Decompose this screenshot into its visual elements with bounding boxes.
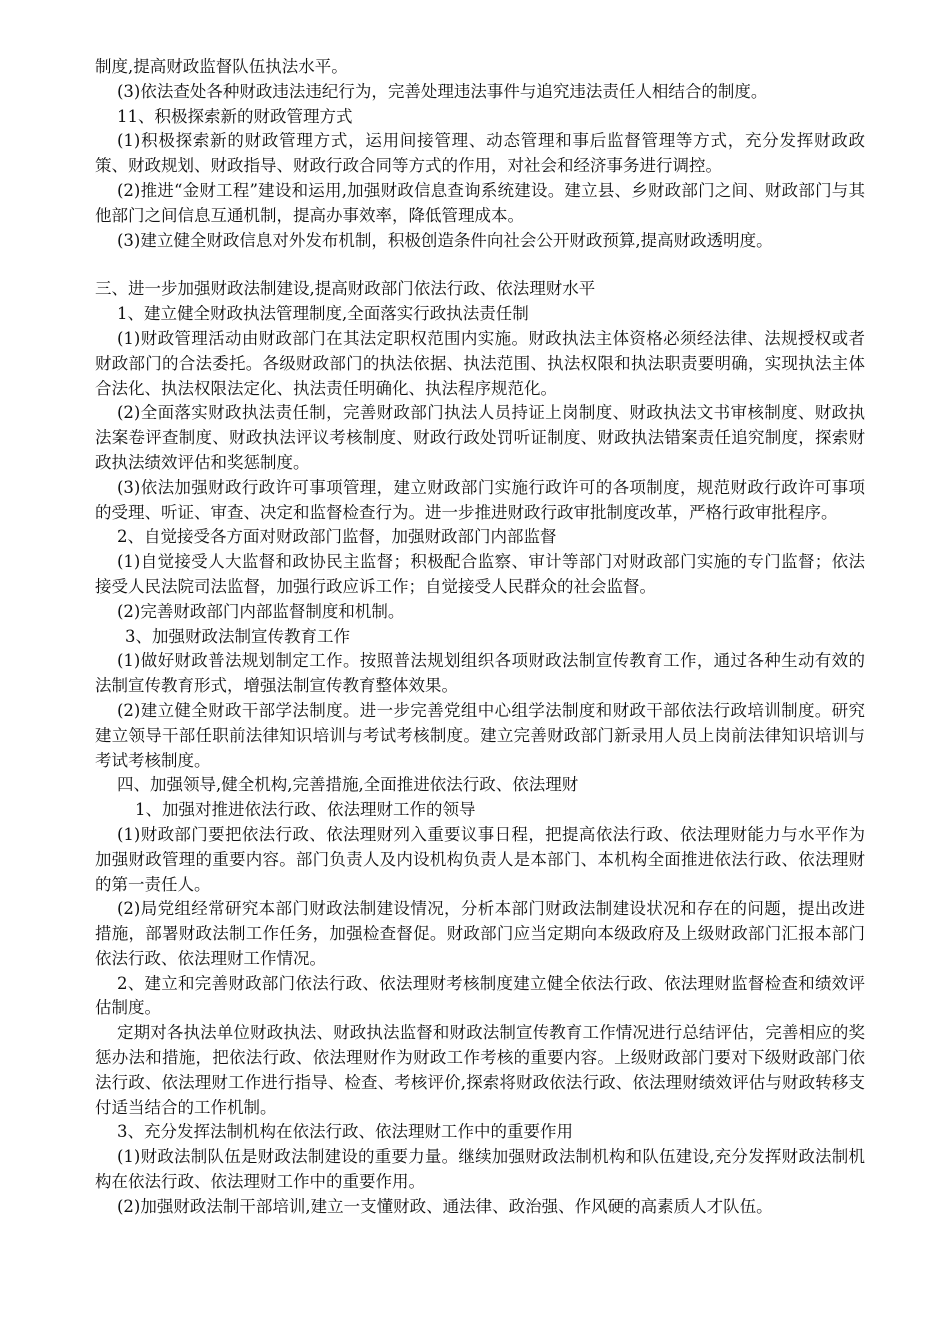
paragraph: (2)局党组经常研究本部门财政法制建设情况，分析本部门财政法制建设状况和存在的问题，提出改进措施，部署财政法制工作任务，加强检查督促。财政部门应当定期向本级政府及上级财政部门汇报本部门依法行政、依法理财工作情况。: [95, 899, 865, 968]
paragraph: (2)推进“金财工程”建设和运用,加强财政信息查询系统建设。建立县、乡财政部门之间、财政部门与其他部门之间信息互通机制，提高办事效率，降低管理成本。: [95, 180, 865, 225]
paragraph: (1)做好财政普法规划制定工作。按照普法规划组织各项财政法制宣传教育工作，通过各种生动有效的法制宣传教育形式，增强法制宣传教育整体效果。: [95, 651, 865, 696]
paragraph: (3)依法查处各种财政违法违纪行为，完善处理违法事件与追究违法责任人相结合的制度。: [117, 81, 768, 101]
paragraph: 制度,提高财政监督队伍执法水平。: [95, 57, 348, 76]
paragraph: (1)自觉接受人大监督和政协民主监督；积极配合监察、审计等部门对财政部门实施的专门监督；依法接受人民法院司法监督，加强行政应诉工作；自觉接受人民群众的社会监督。: [95, 552, 865, 596]
section-heading: 1、加强对推进依法行政、依法理财工作的领导: [135, 800, 476, 820]
paragraph: 定期对各执法单位财政执法、财政执法监督和财政法制宣传教育工作情况进行总结评估，完善相应的奖惩办法和措施，把依法行政、依法理财作为财政工作考核的重要内容。上级财政部门要对下级财政部门依法行政、依法理财工作进行指导、检查、考核评价,探索将财政依法行政、依法理财绩效评估与财政转移支付适当结合的工作机制。: [95, 1023, 865, 1117]
paragraph: (2)全面落实财政执法责任制，完善财政部门执法人员持证上岗制度、财政执法文书审核制度、财政执法案卷评查制度、财政执法评议考核制度、财政行政处罚听证制度、财政执法错案责任追究制度，探索财政执法绩效评估和奖惩制度。: [95, 403, 865, 472]
paragraph: (1)财政管理活动由财政部门在其法定职权范围内实施。财政执法主体资格必须经法律、法规授权或者财政部门的合法委托。各级财政部门的执法依据、执法范围、执法权限和执法职责要明确，实现执法主体合法化、执法权限法定化、执法责任明确化、执法程序规范化。: [95, 328, 865, 398]
section-heading: 3、加强财政法制宣传教育工作: [125, 626, 350, 646]
document-body: [95, 55, 865, 1220]
section-heading: 11、积极探索新的财政管理方式: [117, 106, 353, 126]
blank-line: [95, 253, 865, 277]
section-heading: 1、建立健全财政执法管理制度,全面落实行政执法责任制: [117, 304, 529, 324]
paragraph: (3)依法加强财政行政许可事项管理，建立财政部门实施行政许可的各项制度，规范财政行政许可事项的受理、听证、审查、决定和监督检查行为。进一步推进财政行政审批制度改革，严格行政审批程序。: [95, 477, 865, 522]
paragraph: (2)建立健全财政干部学法制度。进一步完善党组中心组学法制度和财政干部依法行政培训制度。研究建立领导干部任职前法律知识培训与考试考核制度。建立完善财政部门新录用人员上岗前法律知识培训与考试考核制度。: [95, 700, 865, 770]
paragraph: (2)完善财政部门内部监督制度和机制。: [117, 601, 405, 621]
paragraph: (2)加强财政法制干部培训,建立一支懂财政、通法律、政治强、作风硬的高素质人才队伍。: [117, 1196, 773, 1216]
paragraph: (1)财政部门要把依法行政、依法理财列入重要议事日程，把提高依法行政、依法理财能力与水平作为加强财政管理的重要内容。部门负责人及内设机构负责人是本部门、本机构全面推进依法行政、依法理财的第一责任人。: [95, 824, 865, 894]
section-heading: 2、建立和完善财政部门依法行政、依法理财考核制度建立健全依法行政、依法理财监督检查和绩效评估制度。: [95, 973, 865, 1018]
paragraph: (1)积极探索新的财政管理方式，运用间接管理、动态管理和事后监督管理等方式，充分发挥财政政策、财政规划、财政指导、财政行政合同等方式的作用，对社会和经济事务进行调控。: [95, 131, 865, 176]
chapter-heading: 三、进一步加强财政法制建设,提高财政部门依法行政、依法理财水平: [95, 279, 596, 299]
paragraph: (1)财政法制队伍是财政法制建设的重要力量。继续加强财政法制机构和队伍建设,充分发挥财政法制机构在依法行政、依法理财工作中的重要作用。: [95, 1147, 865, 1192]
chapter-heading: 四、加强领导,健全机构,完善措施,全面推进依法行政、依法理财: [117, 775, 579, 795]
paragraph: (3)建立健全财政信息对外发布机制，积极创造条件向社会公开财政预算,提高财政透明度。: [117, 230, 773, 250]
section-heading: 3、充分发挥法制机构在依法行政、依法理财工作中的重要作用: [117, 1122, 573, 1142]
section-heading: 2、自觉接受各方面对财政部门监督，加强财政部门内部监督: [117, 527, 557, 547]
